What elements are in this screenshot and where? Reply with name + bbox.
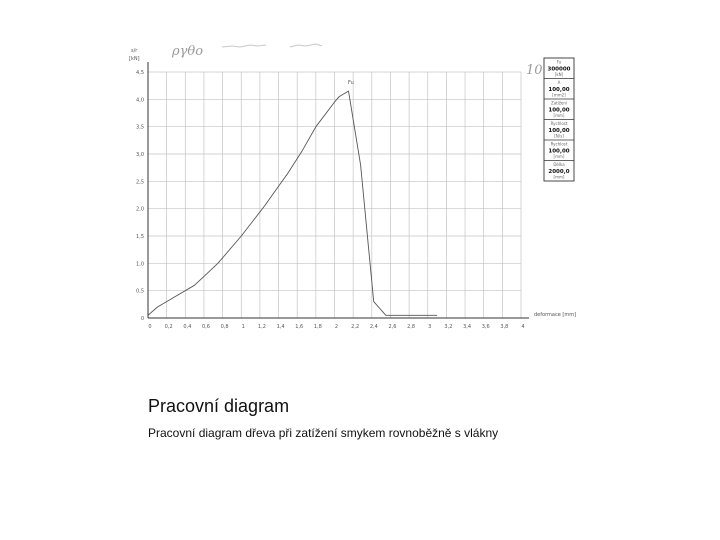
side-panel-label: Délka: [553, 162, 565, 167]
side-panel-label: Zatížení: [550, 100, 568, 106]
peak-label-fu: Fu: [348, 80, 354, 86]
y-tick-label: 3,0: [136, 152, 144, 158]
x-tick-label: 0,2: [164, 324, 173, 330]
y-tick-label: 0: [140, 316, 144, 322]
side-panel-value: 300000: [547, 66, 571, 73]
side-panel-unit: [N/s]: [554, 133, 564, 139]
side-panel-label: Rychlost: [550, 141, 568, 147]
x-tick-label: 1,6: [295, 324, 304, 330]
x-tick-label: 4: [521, 324, 525, 330]
x-axis-label: deformace [mm]: [534, 312, 577, 318]
test-parameter-panel: [544, 58, 574, 181]
x-tick-label: 2,6: [388, 324, 397, 330]
x-tick-label: 0,4: [183, 324, 192, 330]
x-tick-label: 0,6: [201, 324, 210, 330]
x-tick-label: 1,2: [257, 324, 266, 330]
y-tick-label: 2,5: [136, 179, 144, 186]
side-panel-label: Fu: [556, 59, 562, 65]
caption-title: Pracovní diagram: [148, 396, 290, 416]
side-panel-unit: [mm]: [553, 113, 565, 118]
side-panel-value: 100,00: [548, 148, 570, 155]
y-tick-label: 0,5: [136, 288, 144, 295]
x-tick-labels: [148, 324, 524, 330]
load-deformation-curve: [148, 91, 437, 315]
handwritten-scribbles: [222, 44, 322, 47]
corner-mark: 10: [526, 63, 543, 78]
side-panel-unit: [mm]: [553, 174, 565, 180]
side-panel-label: Rychlost: [550, 121, 568, 126]
side-panel-value: 100,00: [548, 107, 570, 114]
y-axis-unit: [kN]: [129, 56, 140, 62]
y-tick-label: 2,0: [136, 206, 144, 213]
y-tick-label: 4,5: [136, 70, 144, 76]
x-tick-label: 1,4: [276, 324, 285, 330]
side-panel-value: 100,00: [548, 87, 570, 93]
x-tick-label: 2: [334, 324, 339, 330]
x-tick-label: 3,6: [481, 324, 490, 330]
x-tick-label: 3,4: [463, 324, 472, 330]
y-tick-label: 1,0: [136, 261, 144, 268]
caption-text: Pracovní diagram dřeva při zatížení smykem rovnoběžně s vlákny: [148, 426, 499, 440]
chart-axes: [148, 62, 529, 318]
handwritten-note: ργθο: [172, 44, 204, 59]
x-tick-label: 1: [241, 324, 245, 330]
side-panel-label: A: [557, 80, 561, 85]
side-panel-unit: [kN]: [554, 72, 564, 77]
y-tick-label: 1,5: [136, 234, 144, 240]
x-tick-label: 2,8: [407, 324, 416, 330]
x-tick-label: 1,8: [313, 324, 322, 330]
chart-grid: [148, 72, 521, 318]
side-panel-value: 2000,0: [548, 169, 570, 175]
x-tick-label: 3,8: [500, 324, 509, 330]
y-tick-labels: [136, 70, 144, 322]
y-axis-label: s/r: [131, 48, 138, 54]
data-series: [148, 91, 437, 315]
side-panel-value: 100,00: [548, 128, 570, 134]
x-tick-label: 3: [428, 324, 432, 330]
x-tick-label: 2,4: [369, 324, 378, 330]
side-panel-unit: [mm]: [553, 154, 565, 159]
x-tick-label: 0: [148, 324, 152, 330]
x-tick-label: 3,2: [444, 324, 453, 330]
side-panel-unit: [mm2]: [552, 92, 566, 98]
x-tick-label: 2,2: [351, 324, 360, 330]
y-tick-label: 4,0: [136, 97, 144, 104]
y-tick-label: 3,5: [136, 124, 144, 131]
x-tick-label: 0,8: [220, 324, 229, 330]
